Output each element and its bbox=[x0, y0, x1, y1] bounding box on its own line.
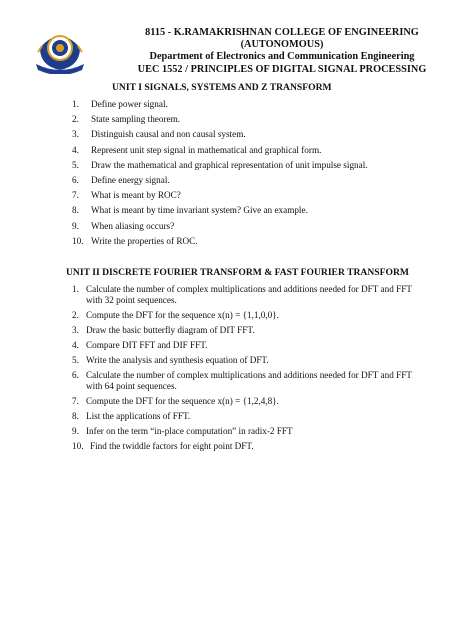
item-text: Draw the mathematical and graphical representation of unit impulse signal. bbox=[91, 159, 368, 170]
item-text: When aliasing occurs? bbox=[91, 220, 175, 231]
item-text: State sampling theorem. bbox=[91, 114, 181, 125]
list-item bbox=[72, 396, 412, 407]
unit1-title: UNIT I SIGNALS, SYSTEMS AND Z TRANSFORM bbox=[112, 82, 332, 93]
item-text: Compute the DFT for the sequence x(n) = {1,1,0,0}. bbox=[86, 310, 279, 320]
item-number: 2. bbox=[72, 310, 79, 320]
list-item bbox=[72, 370, 412, 392]
document-header bbox=[92, 27, 472, 76]
item-text: Find the twiddle factors for eight point DFT. bbox=[90, 441, 254, 451]
item-number: 9. bbox=[72, 426, 79, 436]
unit2-title: UNIT II DISCRETE FOURIER TRANSFORM & FAST FOURIER TRANSFORM bbox=[66, 267, 409, 278]
list-item bbox=[72, 114, 402, 129]
item-text: Write the properties of ROC. bbox=[91, 235, 198, 246]
item-text: Compare DIT FFT and DIF FFT. bbox=[86, 340, 208, 350]
item-text: Calculate the number of complex multiplications and additions needed for DFT and FFT with 64 point sequences. bbox=[86, 370, 412, 391]
list-item bbox=[72, 310, 412, 321]
item-number: 4. bbox=[72, 144, 79, 155]
list-item bbox=[72, 411, 412, 422]
course-title: UEC 1552 / PRINCIPLES OF DIGITAL SIGNAL PROCESSING bbox=[137, 63, 427, 75]
item-number: 3. bbox=[72, 129, 79, 140]
list-item bbox=[72, 325, 412, 336]
item-number: 7. bbox=[72, 396, 79, 406]
item-text: Calculate the number of complex multiplications and additions needed for DFT and FFT with 32 point sequences. bbox=[86, 284, 412, 305]
autonomous-label: (AUTONOMOUS) bbox=[240, 39, 324, 51]
list-item bbox=[72, 205, 402, 220]
item-number: 1. bbox=[72, 99, 79, 109]
list-item bbox=[72, 340, 412, 351]
list-item bbox=[72, 426, 412, 437]
item-text: Define energy signal. bbox=[91, 174, 170, 185]
list-item bbox=[72, 145, 402, 160]
list-item bbox=[72, 284, 412, 306]
item-number: 1. bbox=[72, 284, 79, 294]
item-number: 4. bbox=[72, 340, 79, 350]
item-text: What is meant by time invariant system? Give an example. bbox=[91, 205, 308, 216]
item-number: 7. bbox=[72, 190, 79, 201]
list-item bbox=[72, 160, 402, 175]
list-item bbox=[72, 99, 402, 114]
item-number: 6. bbox=[72, 174, 79, 185]
college-crest-icon bbox=[34, 26, 86, 74]
unit2-question-list bbox=[72, 284, 412, 456]
item-text: Distinguish causal and non causal system. bbox=[91, 129, 246, 140]
item-number: 5. bbox=[72, 355, 79, 365]
list-item bbox=[72, 129, 402, 144]
list-item bbox=[72, 190, 402, 205]
item-text: Infer on the term “in-place computation” in radix-2 FFT bbox=[86, 426, 293, 436]
item-text: Write the analysis and synthesis equation of DFT. bbox=[86, 355, 269, 365]
item-text: Represent unit step signal in mathematical and graphical form. bbox=[91, 144, 322, 155]
item-number: 10. bbox=[72, 441, 84, 451]
item-number: 6. bbox=[72, 370, 79, 380]
item-number: 5. bbox=[72, 159, 79, 170]
list-item bbox=[72, 441, 412, 452]
college-name: 8115 - K.RAMAKRISHNAN COLLEGE OF ENGINEERING bbox=[145, 27, 419, 38]
item-number: 3. bbox=[72, 325, 79, 335]
list-item bbox=[72, 236, 402, 251]
list-item bbox=[72, 221, 402, 236]
list-item bbox=[72, 355, 412, 366]
item-text: What is meant by ROC? bbox=[91, 190, 181, 201]
item-number: 2. bbox=[72, 114, 79, 125]
item-number: 8. bbox=[72, 411, 79, 421]
item-text: Draw the basic butterfly diagram of DIT FFT. bbox=[86, 325, 255, 335]
item-number: 9. bbox=[72, 220, 79, 231]
list-item bbox=[72, 175, 402, 190]
item-number: 8. bbox=[72, 205, 79, 216]
item-text: Compute the DFT for the sequence x(n) = {1,2,4,8}. bbox=[86, 396, 279, 406]
item-text: Define power signal. bbox=[91, 99, 168, 109]
item-number: 10. bbox=[72, 235, 84, 246]
item-text: List the applications of FFT. bbox=[86, 411, 191, 421]
department-name: Department of Electronics and Communication Engineering bbox=[149, 51, 415, 63]
unit1-question-list bbox=[72, 99, 402, 251]
